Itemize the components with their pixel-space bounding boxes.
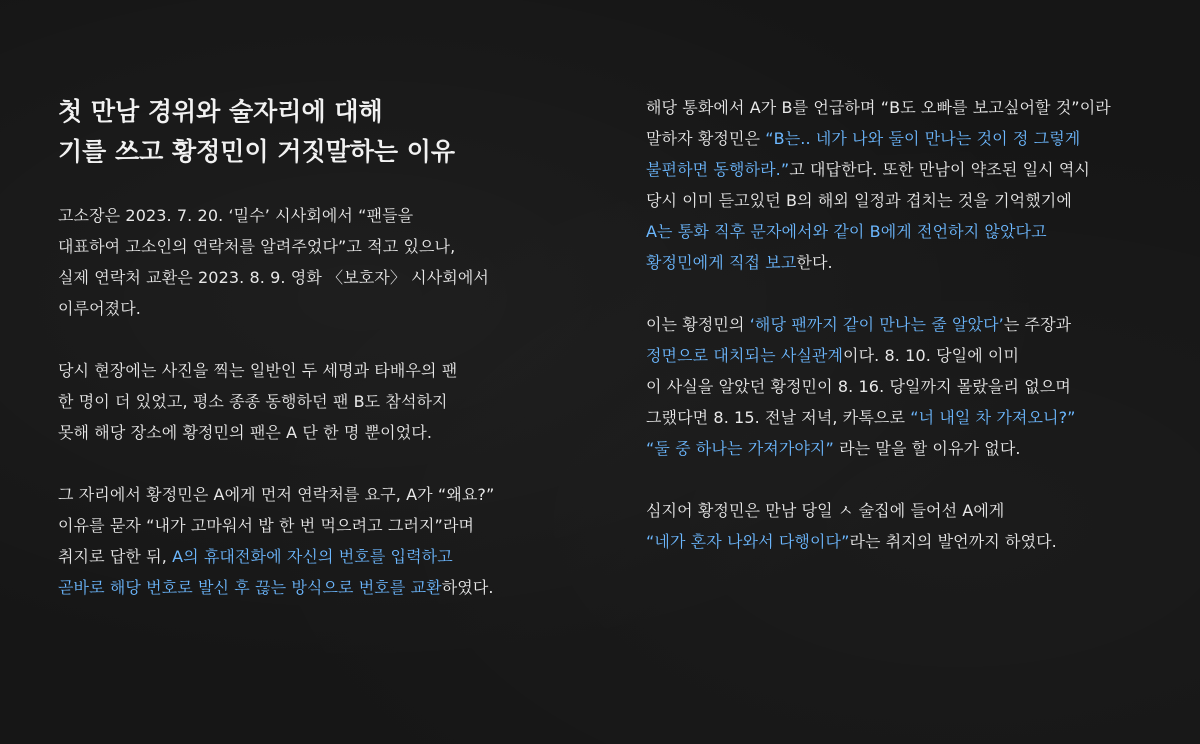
plain-text: 말하자 황정민은	[646, 129, 766, 148]
highlighted-text: 곧바로 해당 번호로 발신 후 끊는 방식으로 번호를 교환	[58, 578, 442, 597]
plain-text: 이다. 8. 10. 당일에 이미	[843, 346, 1020, 365]
text-line	[646, 526, 1176, 557]
highlighted-text: A는 통화 직후 문자에서와 같이 B에게 전언하지 않았다고	[646, 222, 1047, 241]
text-line	[646, 340, 1176, 371]
highlighted-text: A의 휴대전화에 자신의 번호를 입력하고	[172, 547, 453, 566]
text-line	[646, 402, 1176, 433]
plain-text: 이는 황정민의	[646, 315, 750, 334]
highlighted-text: ‘해당 팬까지 같이 만나는 줄 알았다’	[749, 315, 1004, 334]
plain-text: 하였다.	[441, 578, 494, 597]
left-column	[58, 92, 578, 634]
text-line: 심지어 황정민은 만남 당일 ㅅ 술집에 들어선 A에게	[646, 501, 1005, 520]
highlighted-text: 정면으로 대치되는 사실관계	[646, 346, 844, 365]
highlighted-text: “B는.. 네가 나와 둘이 만나는 것이 정 그렇게	[765, 129, 1081, 148]
text-line	[646, 309, 1176, 340]
text-line	[646, 154, 1176, 185]
title-line-2: 기를 쓰고 황정민이 거짓말하는 이유	[58, 137, 456, 166]
highlighted-text: 불편하면 동행하라.”	[646, 160, 790, 179]
paragraph-exchange	[58, 479, 578, 603]
text-line: 대표하여 고소인의 연락처를 알려주었다”고 적고 있으나,	[58, 237, 456, 256]
paragraph-complaint	[58, 200, 578, 324]
title-line-1: 첫 만남 경위와 술자리에 대해	[58, 97, 383, 126]
text-line: 한 명이 더 있었고, 평소 종종 동행하던 팬 B도 참석하지	[58, 392, 448, 411]
text-line: 당시 이미 듣고있던 B의 해외 일정과 겹치는 것을 기억했기에	[646, 191, 1072, 210]
plain-text: 라는 말을 할 이유가 없다.	[833, 439, 1021, 458]
text-line: 이유를 묻자 “내가 고마워서 밥 한 번 먹으려고 그러지”라며	[58, 516, 475, 535]
text-line: 실제 연락처 교환은 2023. 8. 9. 영화 〈보호자〉 시사회에서	[58, 268, 489, 287]
paragraph-contradiction	[646, 309, 1176, 464]
page-title	[58, 92, 578, 172]
plain-text: 그랬다면 8. 15. 전날 저녁, 카톡으로	[646, 408, 911, 427]
text-line	[646, 123, 1176, 154]
plain-text: 고 대답한다. 또한 만남이 약조된 일시 역시	[789, 160, 1090, 179]
text-line: 고소장은 2023. 7. 20. ‘밀수’ 시사회에서 “팬들을	[58, 206, 414, 225]
paragraph-scene	[58, 355, 578, 448]
paragraph-phone-call	[646, 92, 1176, 278]
right-column	[646, 92, 1176, 588]
text-line	[646, 247, 1176, 278]
plain-text: 라는 취지의 발언까지 하였다.	[849, 532, 1057, 551]
plain-text: 취지로 답한 뒤,	[58, 547, 173, 566]
text-line: 이루어졌다.	[58, 299, 141, 318]
text-line	[646, 433, 1176, 464]
highlighted-text: 황정민에게 직접 보고	[646, 253, 797, 272]
plain-text: 는 주장과	[1003, 315, 1072, 334]
highlighted-text: “둘 중 하나는 가져가야지”	[646, 439, 834, 458]
paragraph-meeting-day	[646, 495, 1176, 557]
text-line: 그 자리에서 황정민은 A에게 먼저 연락처를 요구, A가 “왜요?”	[58, 485, 495, 504]
text-line: 당시 현장에는 사진을 찍는 일반인 두 세명과 타배우의 팬	[58, 361, 458, 380]
text-line	[58, 572, 578, 603]
highlighted-text: “네가 혼자 나와서 다행이다”	[646, 532, 850, 551]
highlighted-text: “너 내일 차 가져오니?”	[910, 408, 1076, 427]
text-line	[58, 541, 578, 572]
text-line: 해당 통화에서 A가 B를 언급하며 “B도 오빠를 보고싶어할 것”이라	[646, 98, 1111, 117]
text-line	[646, 216, 1176, 247]
plain-text: 한다.	[796, 253, 833, 272]
text-line: 못해 해당 장소에 황정민의 팬은 A 단 한 명 뿐이었다.	[58, 423, 433, 442]
text-line: 이 사실을 알았던 황정민이 8. 16. 당일까지 몰랐을리 없으며	[646, 377, 1071, 396]
